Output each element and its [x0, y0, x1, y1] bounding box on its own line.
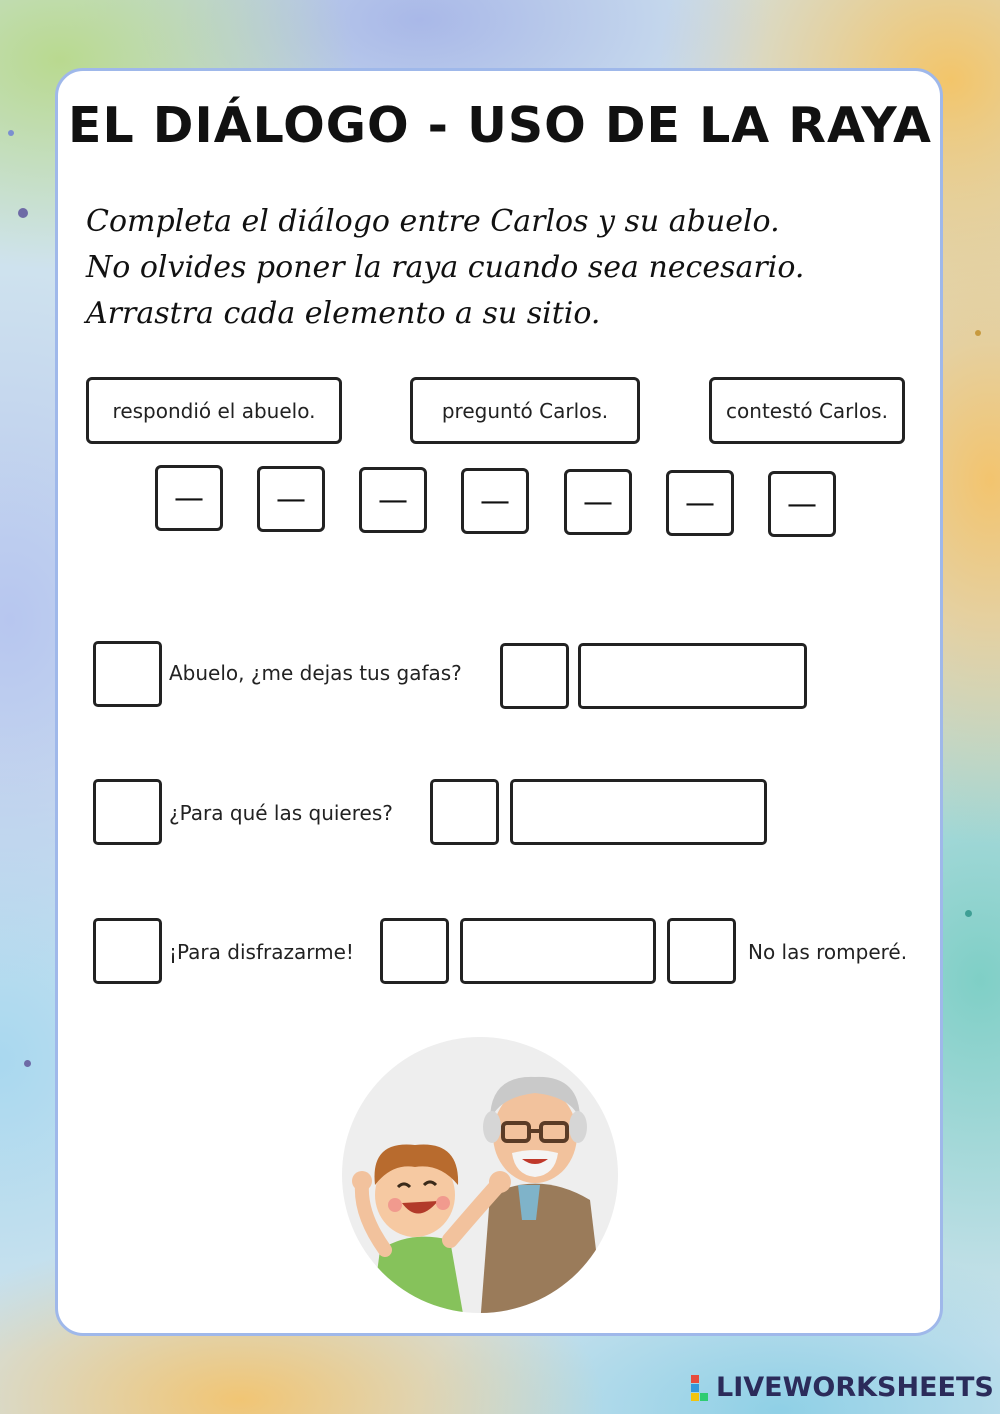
liveworksheets-logo	[690, 1372, 994, 1403]
drop-slot-text[interactable]	[460, 918, 656, 984]
dialogue-line-3a: ¡Para disfrazarme!	[169, 940, 354, 964]
paint-splatter	[18, 208, 28, 218]
draggable-dash[interactable]: —	[768, 471, 836, 537]
draggable-chip-pregunto[interactable]: preguntó Carlos.	[410, 377, 640, 444]
instruction-line: No olvides poner la raya cuando sea necesario.	[86, 250, 805, 285]
draggable-dash[interactable]: —	[155, 465, 223, 531]
draggable-dash[interactable]: —	[564, 469, 632, 535]
liveworksheets-icon	[690, 1373, 716, 1403]
brand-name: LIVEWORKSHEETS	[716, 1372, 994, 1403]
instruction-line: Completa el diálogo entre Carlos y su abuelo.	[86, 204, 780, 239]
dialogue-line-3b: No las romperé.	[748, 940, 908, 964]
drop-slot-text[interactable]	[578, 643, 807, 709]
paint-splatter	[965, 910, 972, 917]
paint-splatter	[24, 1060, 31, 1067]
drop-slot-dash[interactable]	[93, 641, 162, 707]
drop-slot-dash[interactable]	[93, 918, 162, 984]
drop-slot-dash[interactable]	[93, 779, 162, 845]
paint-splatter	[975, 330, 981, 336]
page-title: EL DIÁLOGO - USO DE LA RAYA	[68, 97, 932, 154]
drop-slot-dash[interactable]	[380, 918, 449, 984]
grandfather-and-boy-illustration	[340, 1035, 620, 1315]
dialogue-line-2: ¿Para qué las quieres?	[169, 801, 393, 825]
drop-slot-dash[interactable]	[667, 918, 736, 984]
draggable-dash[interactable]: —	[461, 468, 529, 534]
drop-slot-text[interactable]	[510, 779, 767, 845]
drop-slot-dash[interactable]	[430, 779, 499, 845]
draggable-chip-contesto[interactable]: contestó Carlos.	[709, 377, 905, 444]
draggable-dash[interactable]: —	[359, 467, 427, 533]
draggable-chip-respondio[interactable]: respondió el abuelo.	[86, 377, 342, 444]
draggable-dash[interactable]: —	[666, 470, 734, 536]
instruction-line: Arrastra cada elemento a su sitio.	[86, 296, 601, 331]
draggable-dash[interactable]: —	[257, 466, 325, 532]
dialogue-line-1: Abuelo, ¿me dejas tus gafas?	[169, 661, 462, 685]
drop-slot-dash[interactable]	[500, 643, 569, 709]
